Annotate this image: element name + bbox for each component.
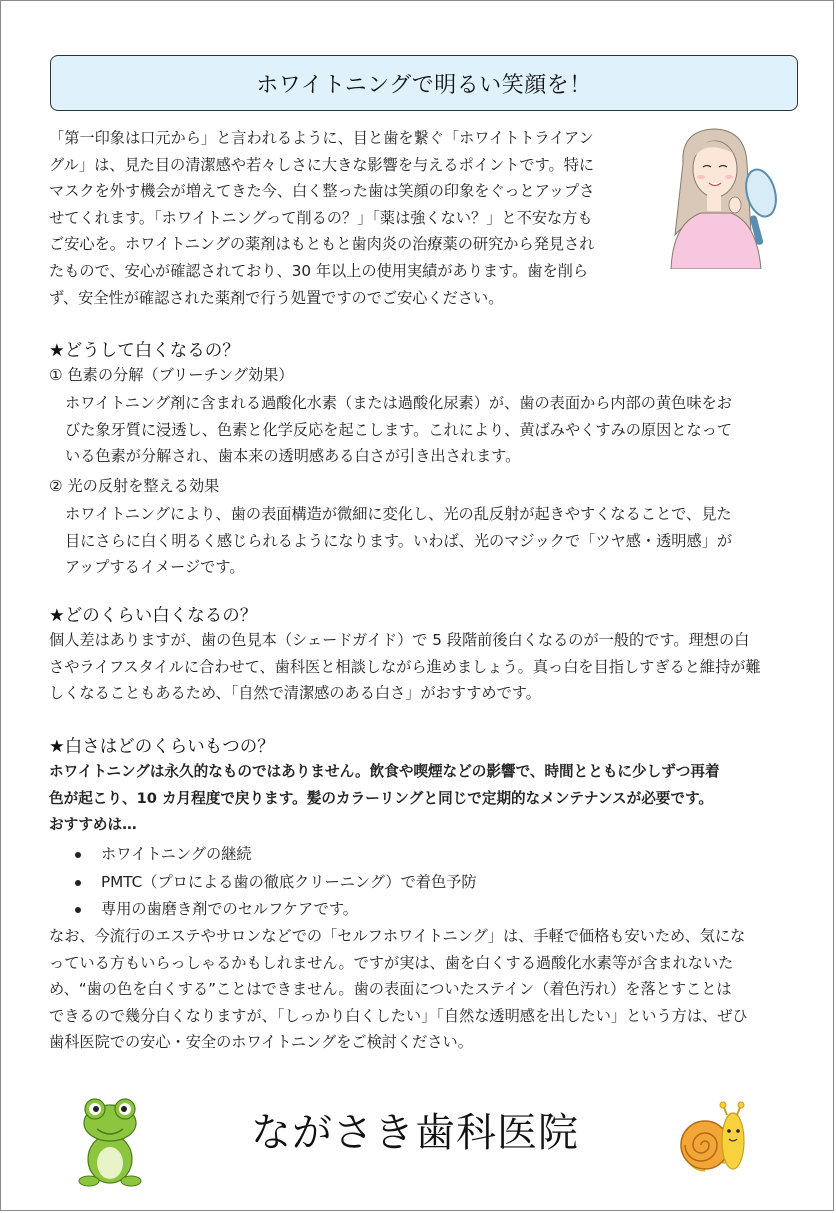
subsection-paragraph (65, 501, 732, 581)
subsection-title: ② 光の反射を整える効果 (49, 477, 220, 495)
paragraph-line: しくなることもあるため、「自然で清潔感のある白さ」がおすすめです。 (49, 684, 541, 703)
paragraph-line: いる色素が分解され、歯本来の透明感ある白さが引き出されます。 (65, 447, 521, 466)
paragraph-line: 歯科医院での安心・安全のホワイトニングをご検討ください。 (49, 1033, 473, 1052)
section-heading: ★どのくらい白くなるの？ (49, 606, 258, 626)
paragraph-line: 個人差はありますが、歯の色見本（シェードガイド）で 5 段階前後白くなるのが一般的です。理想の白 (49, 631, 750, 649)
paragraph-line: 目にさらに白く明るく感じられるようになります。いわば、光のマジックで「ツヤ感・透明感」が (65, 531, 733, 550)
bullet-icon (75, 880, 81, 886)
intro-line: グル」は、見た目の清潔感や若々しさに大きな影響を与えるポイントです。特に (49, 155, 595, 174)
intro-line: マスクを外す機会が増えてきた今、白く整った歯は笑顔の印象をぐっとアップさ (49, 182, 595, 201)
woman-with-mirror-icon (661, 123, 785, 269)
intro-line: 「第一印象は口元から」と言われるように、目と歯を繋ぐ「ホワイトトライアン (49, 129, 594, 147)
intro-line: ず、安全性が確認された薬剤で行う処置ですのでご安心ください。 (49, 288, 504, 307)
paragraph-line: アップするイメージです。 (65, 558, 245, 577)
paragraph-line: っている方もいらっしゃるかもしれません。ですが実は、歯を白くする過酸化水素等が含まれないた (49, 953, 734, 972)
intro-line: たもので、安心が確認されており、30 年以上の使用実績があります。歯を削ら (49, 261, 589, 280)
subsection-title: ① 色素の分解（ブリーチング効果） (49, 366, 294, 384)
intro-line: ご安心を。ホワイトニングの薬剤はもともと歯肉炎の治療薬の研究から発見され (49, 235, 595, 254)
paragraph-line: さやライフスタイルに合わせて、歯科医と相談しながら進めましょう。真っ白を目指しすぎると維持が難 (49, 657, 761, 676)
list-item: ホワイトニングの継続 (75, 841, 477, 869)
recommendation-list (75, 841, 477, 924)
page-title: ホワイトニングで明るい笑顔を！ (50, 55, 798, 111)
paragraph-line: びた象牙質に浸透し、色素と化学反応を起こします。これにより、黄ばみやくすみの原因となって (65, 420, 733, 439)
list-item: 専用の歯磨き剤でのセルフケアです。 (75, 896, 477, 924)
subsection-paragraph (65, 390, 732, 470)
paragraph-line: なお、今流行のエステやサロンなどでの「セルフホワイトニング」は、手軽で価格も安いため、気にな (49, 927, 746, 945)
paragraph-line: 色が起こり、10 カ月程度で戻ります。髪のカラーリングと同じで定期的なメンテナンスが必要です。 (49, 789, 714, 807)
bullet-icon (75, 907, 81, 913)
section-heading: ★白さはどのくらいもつの？ (49, 737, 275, 757)
intro-paragraph (49, 125, 594, 311)
section-paragraph (49, 627, 761, 707)
paragraph-line: ホワイトニング剤に含まれる過酸化水素（または過酸化尿素）が、歯の表面から内部の黄色味をお (65, 394, 732, 412)
list-item: PMTC（プロによる歯の徹底クリーニング）で着色予防 (75, 869, 477, 897)
section-heading: ★どうして白くなるの？ (49, 341, 240, 361)
intro-line: せてくれます。「ホワイトニングって削るの？」「薬は強くない？」と不安な方も (49, 208, 593, 227)
paragraph-line: できるので幾分白くなりますが、「しっかり白くしたい」「自然な透明感を出したい」という方は、ぜひ (49, 1006, 748, 1025)
paragraph-line: め、“歯の色を白くする”ことはできません。歯の表面についたステイン（着色汚れ）を落とすことは (49, 980, 732, 999)
frog-icon (75, 1097, 145, 1189)
paragraph-line: ホワイトニングにより、歯の表面構造が微細に変化し、光の乱反射が起きやすくなることで、見た (65, 505, 732, 523)
bold-paragraph (49, 759, 720, 839)
snail-icon (675, 1101, 749, 1177)
bullet-icon (75, 852, 81, 858)
paragraph-line: ホワイトニングは永久的なものではありません。飲食や喫煙などの影響で、時間とともに少しずつ再着 (49, 763, 720, 780)
section-paragraph (49, 923, 748, 1056)
paragraph-line: おすすめは… (49, 816, 137, 834)
clinic-name: ながさき歯科医院 (251, 1110, 579, 1156)
